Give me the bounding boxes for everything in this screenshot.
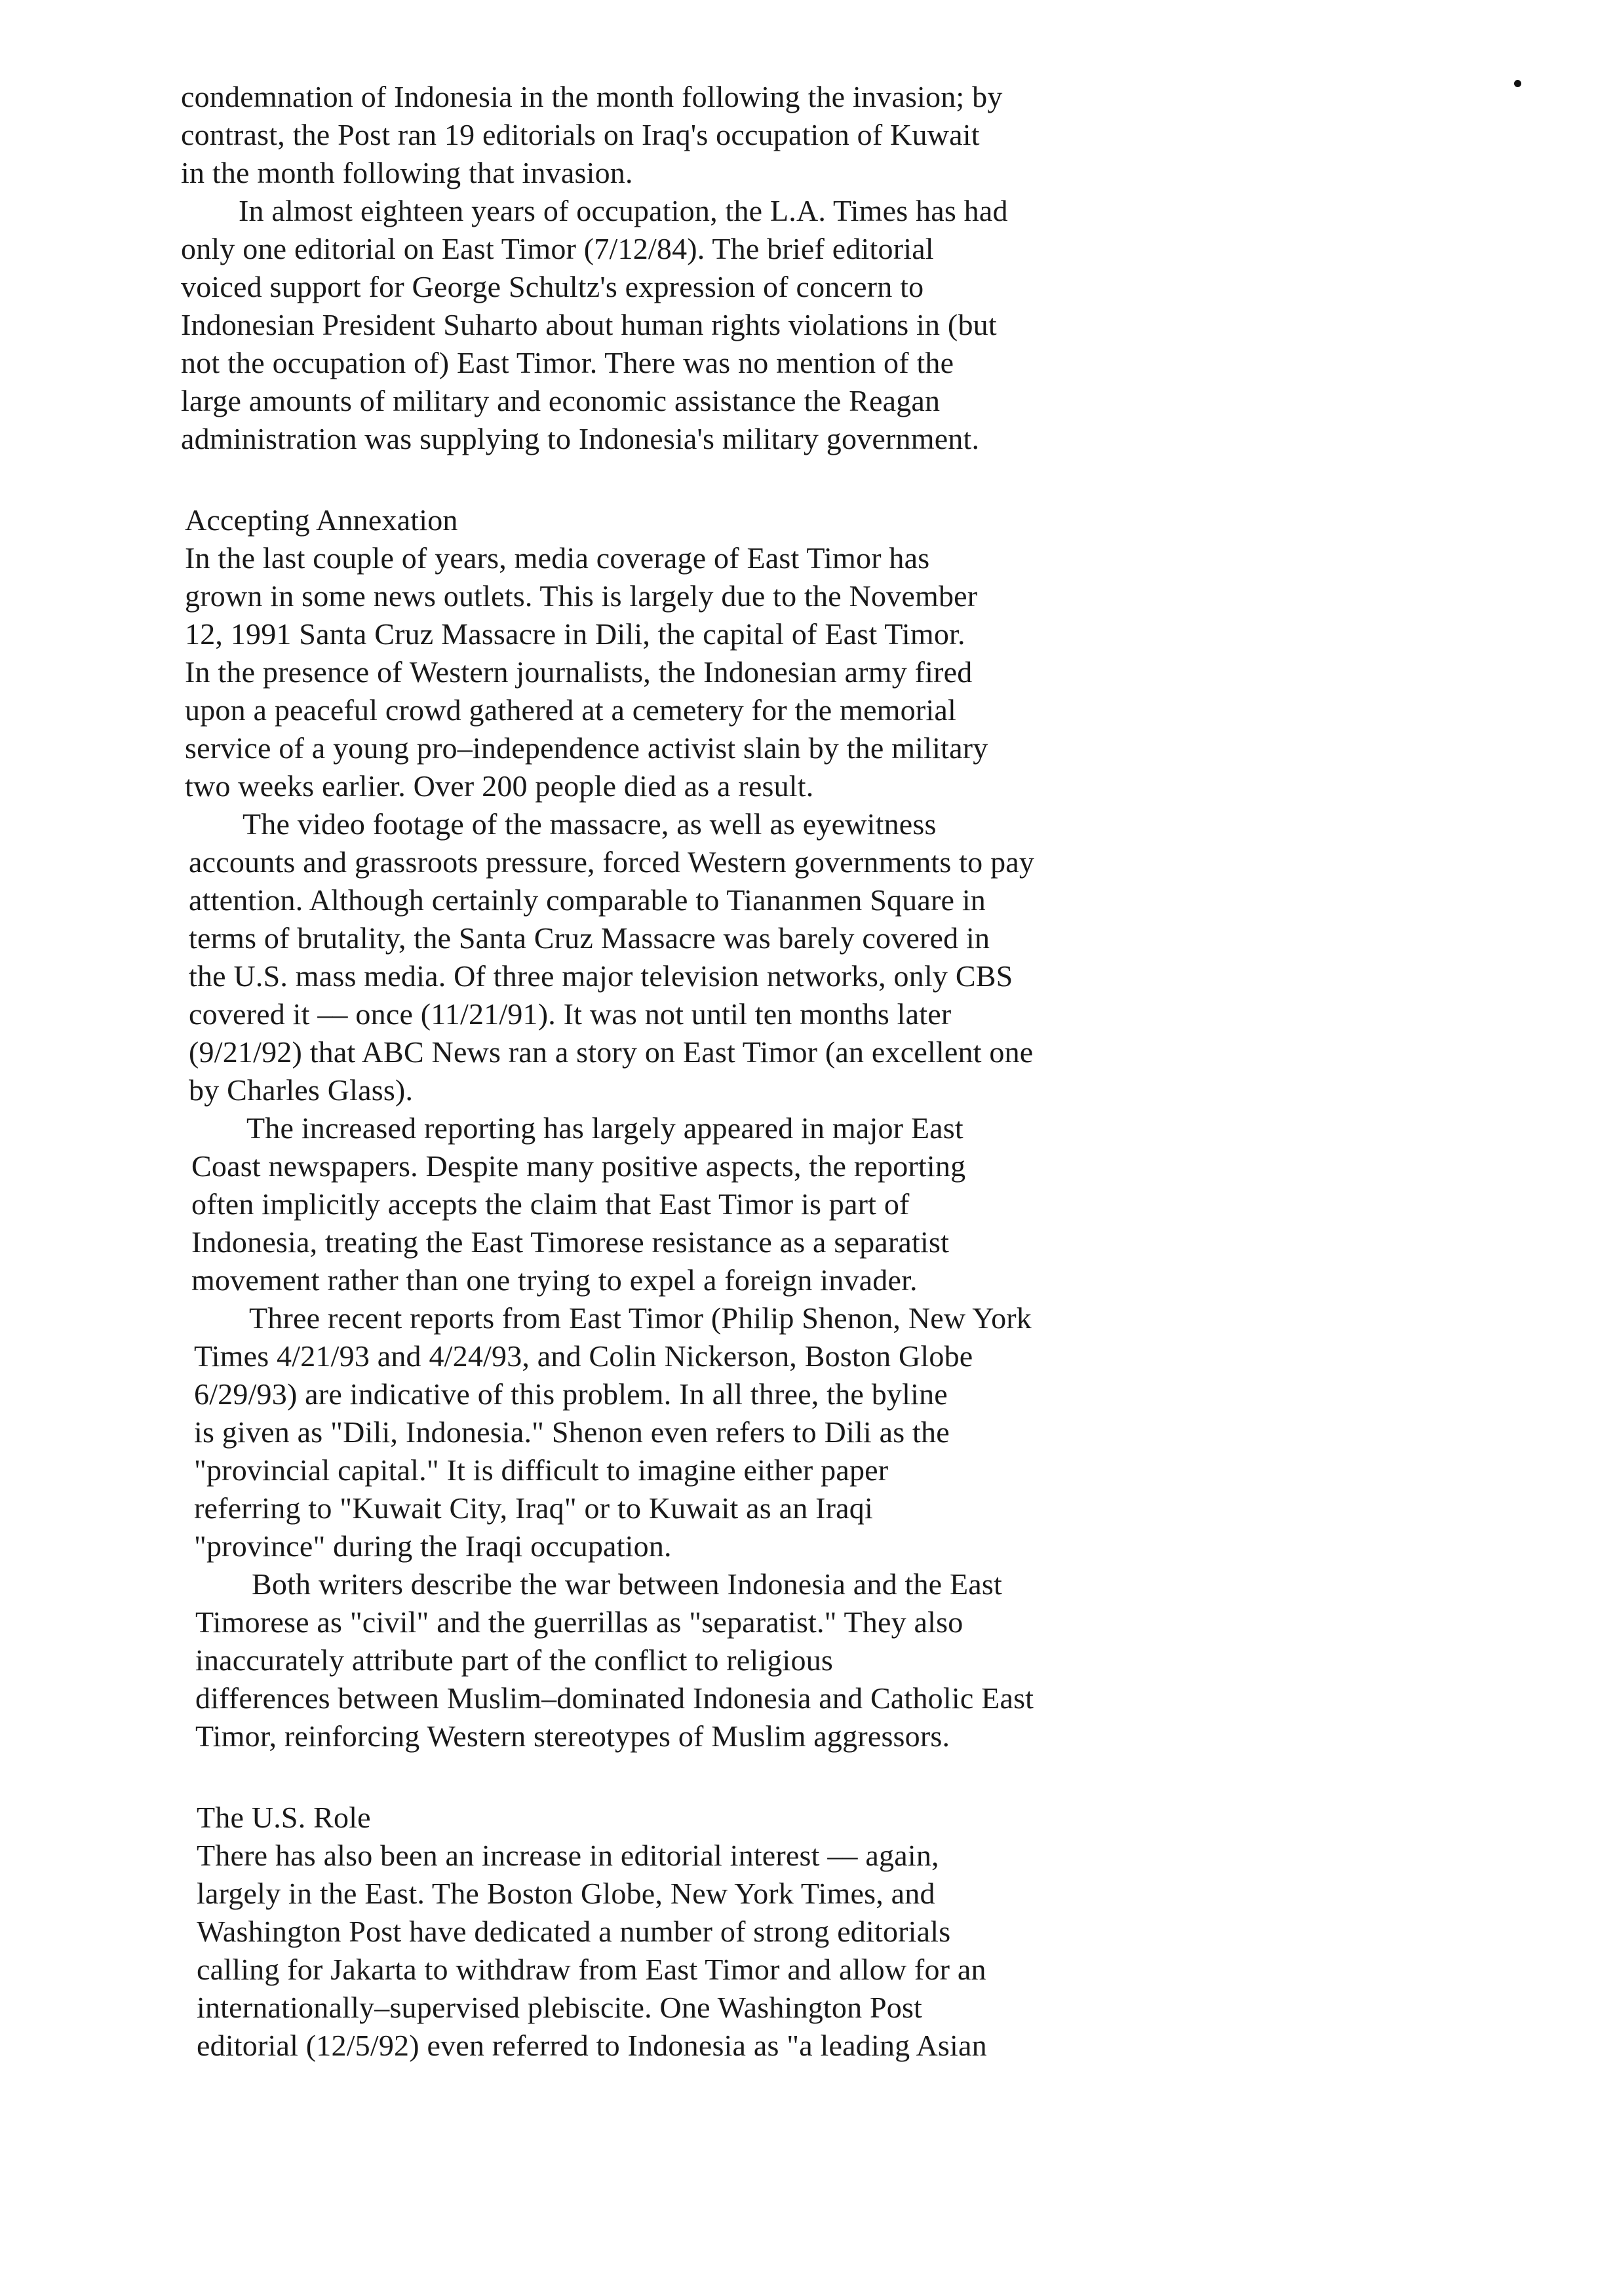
text-line: "provincial capital." It is difficult to imagine either paper <box>194 1453 889 1487</box>
text-line: covered it –– once (11/21/91). It was not until ten months later <box>189 997 952 1031</box>
text-line: calling for Jakarta to withdraw from East Timor and allow for an <box>197 1953 986 1986</box>
text-line: The increased reporting has largely appeared in major East <box>246 1111 963 1145</box>
text-line: attention. Although certainly comparable to Tiananmen Square in <box>189 883 986 917</box>
text-line: grown in some news outlets. This is largely due to the November <box>185 579 978 613</box>
text-line: contrast, the Post ran 19 editorials on Iraq's occupation of Kuwait <box>181 118 980 151</box>
text-line: Indonesia, treating the East Timorese resistance as a separatist <box>191 1225 950 1259</box>
text-line: In the presence of Western journalists, the Indonesian army fired <box>185 655 973 689</box>
text-line: Timor, reinforcing Western stereotypes of Muslim aggressors. <box>195 1719 950 1753</box>
text-line: Coast newspapers. Despite many positive aspects, the reporting <box>191 1149 966 1183</box>
text-line: movement rather than one trying to expel a foreign invader. <box>191 1263 918 1297</box>
text-line: administration was supplying to Indonesia's military government. <box>181 422 980 455</box>
text-line: the U.S. mass media. Of three major television networks, only CBS <box>189 959 1013 993</box>
text-line: inaccurately attribute part of the conflict to religious <box>195 1643 833 1677</box>
text-line: in the month following that invasion. <box>181 156 633 189</box>
text-line: Three recent reports from East Timor (Philip Shenon, New York <box>249 1301 1032 1335</box>
text-line: largely in the East. The Boston Globe, New York Times, and <box>197 1877 935 1910</box>
text-line: Indonesian President Suharto about human rights violations in (but <box>181 308 997 341</box>
text-line: editorial (12/5/92) even referred to Indonesia as "a leading Asian <box>197 2029 987 2062</box>
section-heading-accepting-annexation: Accepting Annexation <box>185 503 458 537</box>
text-line: service of a young pro–independence activist slain by the military <box>185 731 988 765</box>
text-line: (9/21/92) that ABC News ran a story on East Timor (an excellent one <box>189 1035 1034 1069</box>
text-line: only one editorial on East Timor (7/12/84). The brief editorial <box>181 232 934 265</box>
text-line: referring to "Kuwait City, Iraq" or to Kuwait as an Iraqi <box>194 1491 873 1525</box>
text-line: often implicitly accepts the claim that East Timor is part of <box>191 1187 910 1221</box>
text-line: not the occupation of) East Timor. There was no mention of the <box>181 346 954 379</box>
text-line: Timorese as "civil" and the guerrillas as "separatist." They also <box>195 1605 963 1639</box>
text-line: voiced support for George Schultz's expression of concern to <box>181 270 924 303</box>
text-line: two weeks earlier. Over 200 people died as a result. <box>185 769 814 803</box>
text-line: accounts and grassroots pressure, forced Western governments to pay <box>189 845 1035 879</box>
text-line: internationally–supervised plebiscite. One Washington Post <box>197 1991 923 2024</box>
text-line: large amounts of military and economic assistance the Reagan <box>181 384 941 417</box>
text-line: upon a peaceful crowd gathered at a cemetery for the memorial <box>185 693 956 727</box>
text-line: 6/29/93) are indicative of this problem. In all three, the byline <box>194 1377 948 1411</box>
scan-speck <box>1514 80 1521 87</box>
section-heading-us-role: The U.S. Role <box>197 1801 371 1834</box>
text-line: differences between Muslim–dominated Indonesia and Catholic East <box>195 1681 1034 1715</box>
text-line: In the last couple of years, media coverage of East Timor has <box>185 541 930 575</box>
text-line: Washington Post have dedicated a number of strong editorials <box>197 1915 951 1948</box>
text-line: terms of brutality, the Santa Cruz Massacre was barely covered in <box>189 921 990 955</box>
text-line: 12, 1991 Santa Cruz Massacre in Dili, the capital of East Timor. <box>185 617 965 651</box>
text-line: condemnation of Indonesia in the month following the invasion; by <box>181 80 1003 113</box>
text-line: Times 4/21/93 and 4/24/93, and Colin Nickerson, Boston Globe <box>194 1339 973 1373</box>
text-line: The video footage of the massacre, as well as eyewitness <box>243 807 937 841</box>
text-line: by Charles Glass). <box>189 1073 414 1107</box>
text-line: In almost eighteen years of occupation, the L.A. Times has had <box>239 194 1008 227</box>
text-line: There has also been an increase in editorial interest –– again, <box>197 1839 939 1872</box>
text-line: is given as "Dili, Indonesia." Shenon even refers to Dili as the <box>194 1415 950 1449</box>
text-line: "province" during the Iraqi occupation. <box>194 1529 672 1563</box>
text-line: Both writers describe the war between Indonesia and the East <box>252 1567 1002 1601</box>
